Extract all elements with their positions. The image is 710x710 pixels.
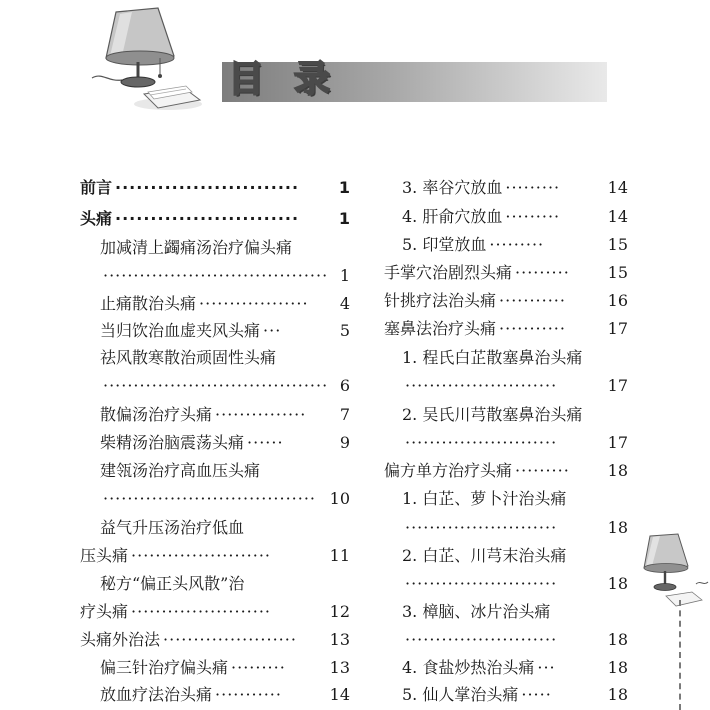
toc-entry[interactable] (402, 232, 628, 258)
toc-page-number: 16 (607, 291, 628, 310)
toc-entry-title: 偏三针治疗偏头痛 (100, 658, 229, 677)
toc-entry-continuation[interactable] (402, 627, 628, 653)
dot-leader: ······ (247, 433, 284, 452)
edge-dashed-line (679, 600, 681, 710)
toc-entry[interactable] (384, 260, 628, 286)
toc-page-number: 13 (329, 630, 350, 649)
toc-entry-title: 4. 食盐炒热治头痛 (402, 658, 535, 677)
toc-entry-title: 前言 (80, 178, 113, 197)
toc-page-number: 17 (607, 319, 628, 338)
toc-entry-title[interactable]: 建瓴汤治疗高血压头痛 (100, 461, 261, 480)
dot-leader: ········· (515, 263, 570, 282)
toc-entry-title: 5. 仙人掌治头痛 (402, 685, 519, 704)
toc-entry-title: 柴精汤治脑震荡头痛 (100, 433, 245, 452)
toc-page-number: 18 (607, 630, 628, 649)
toc-entry[interactable] (384, 288, 628, 314)
toc-entry-continuation[interactable] (100, 486, 350, 512)
dot-leader: ········· (231, 658, 286, 677)
dot-leader: ··········· (499, 291, 566, 310)
toc-entry-title: 散偏汤治疗头痛 (100, 405, 213, 424)
toc-page-number: 12 (329, 602, 350, 621)
toc-entry-title[interactable]: 加减清上蠲痛汤治疗偏头痛 (100, 238, 293, 257)
toc-page-number: 1 (338, 178, 350, 197)
toc-entry[interactable] (100, 655, 350, 681)
dot-leader: ·················· (199, 294, 309, 313)
header (0, 0, 710, 125)
dot-leader: ··· (263, 321, 282, 340)
toc-entry-title: 止痛散治头痛 (100, 294, 197, 313)
dot-leader: ····································· (103, 266, 329, 285)
toc-entry-continuation[interactable] (80, 599, 350, 625)
toc-entry-title[interactable]: 3. 樟脑、冰片治头痛 (402, 602, 551, 621)
toc-entry-title: 压头痛 (80, 546, 129, 565)
toc-entry-continuation[interactable] (402, 373, 628, 399)
toc-entry-title: 3. 率谷穴放血 (402, 178, 503, 197)
toc-entry-title[interactable]: 秘方“偏正头风散”治 (100, 574, 245, 593)
toc-entry[interactable] (100, 430, 350, 456)
toc-page-number: 17 (607, 433, 628, 452)
toc-entry-title[interactable]: 1. 程氏白芷散塞鼻治头痛 (402, 348, 583, 367)
toc-entry-title: 疗头痛 (80, 602, 129, 621)
toc-entry-title: 头痛外治法 (80, 630, 161, 649)
toc-entry[interactable] (384, 316, 628, 342)
toc-entry-title: 头痛 (80, 209, 113, 228)
toc-page-number: 14 (607, 178, 628, 197)
toc-entry-title: 偏方单方治疗头痛 (384, 461, 513, 480)
toc-entry-title: 塞鼻法治疗头痛 (384, 319, 497, 338)
dot-leader: ····· (521, 685, 552, 704)
toc-page-number: 15 (607, 263, 628, 282)
dot-leader: ······················ (163, 630, 297, 649)
toc-entry[interactable] (100, 318, 350, 344)
toc-page-number: 5 (339, 321, 350, 340)
dot-leader: ··································· (103, 489, 317, 508)
dot-leader: ··········· (499, 319, 566, 338)
toc-entry-continuation[interactable] (80, 543, 350, 569)
dot-leader: ······················· (131, 546, 271, 565)
toc-entry-external-treatment[interactable] (80, 627, 350, 653)
toc-entry[interactable] (100, 682, 350, 708)
toc-entry[interactable] (402, 204, 628, 230)
dot-leader: ·························· (115, 209, 300, 228)
toc-entry-title: 当归饮治血虚夹风头痛 (100, 321, 261, 340)
dot-leader: ··········· (215, 685, 282, 704)
toc-page-number: 10 (329, 489, 350, 508)
toc-page-number: 18 (607, 461, 628, 480)
small-desk-lamp-icon (636, 530, 710, 610)
toc-entry-continuation[interactable] (100, 373, 350, 399)
toc-page-number: 11 (329, 546, 350, 565)
toc-page-number: 7 (339, 405, 350, 424)
toc-page-number: 14 (607, 207, 628, 226)
dot-leader: ·························· (115, 178, 300, 197)
toc-entry-title: 5. 印堂放血 (402, 235, 487, 254)
dot-leader: ························· (405, 433, 558, 452)
toc-entry[interactable] (100, 402, 350, 428)
toc-entry[interactable] (384, 458, 628, 484)
toc-page-number: 9 (339, 433, 350, 452)
toc-page-number: 1 (338, 209, 350, 228)
dot-leader: ························· (405, 376, 558, 395)
toc-entry[interactable] (402, 175, 628, 201)
toc-entry-title: 放血疗法治头痛 (100, 685, 213, 704)
toc-entry-continuation[interactable] (402, 571, 628, 597)
toc-entry-preface[interactable] (80, 175, 350, 201)
dot-leader: ··· (537, 658, 556, 677)
toc-page-number: 18 (607, 658, 628, 677)
toc-entry-title[interactable]: 益气升压汤治疗低血 (100, 518, 245, 537)
toc-page-number: 4 (339, 294, 350, 313)
toc-entry-title: 4. 肝俞穴放血 (402, 207, 503, 226)
toc-entry[interactable] (100, 291, 350, 317)
dot-leader: ························· (405, 574, 558, 593)
dot-leader: ········· (505, 207, 561, 226)
toc-page-number: 15 (607, 235, 628, 254)
dot-leader: ········· (489, 235, 545, 254)
dot-leader: ························· (405, 518, 558, 537)
toc-page-number: 13 (329, 658, 350, 677)
toc-entry-headache[interactable] (80, 206, 350, 232)
toc-entry-title[interactable]: 2. 白芷、川芎末治头痛 (402, 546, 567, 565)
toc-page-number: 18 (607, 574, 628, 593)
toc-entry-continuation[interactable] (402, 515, 628, 541)
toc-entry-title[interactable]: 祛风散寒散治顽固性头痛 (100, 348, 277, 367)
toc-entry[interactable] (402, 682, 628, 708)
toc-page-number: 18 (607, 518, 628, 537)
toc-page-number: 14 (329, 685, 350, 704)
page-title: 目录 (228, 59, 361, 100)
toc-page-number: 18 (607, 685, 628, 704)
dot-leader: ········· (515, 461, 570, 480)
dot-leader: ········· (505, 178, 561, 197)
toc-entry[interactable] (402, 655, 628, 681)
toc-entry-title: 针挑疗法治头痛 (384, 291, 497, 310)
toc-entry-title: 手掌穴治剧烈头痛 (384, 263, 513, 282)
dot-leader: ······················· (131, 602, 271, 621)
toc-page-number: 17 (607, 376, 628, 395)
toc-entry-title[interactable]: 1. 白芷、萝卜汁治头痛 (402, 489, 567, 508)
dot-leader: ························· (405, 630, 558, 649)
toc-entry-title[interactable]: 2. 吴氏川芎散塞鼻治头痛 (402, 405, 583, 424)
dot-leader: ··············· (215, 405, 307, 424)
toc-page-number: 6 (339, 376, 350, 395)
toc-page-number: 1 (339, 266, 350, 285)
dot-leader: ····································· (103, 376, 329, 395)
desk-lamp-icon (72, 0, 222, 120)
toc-entry-continuation[interactable] (100, 263, 350, 289)
toc-entry-continuation[interactable] (402, 430, 628, 456)
